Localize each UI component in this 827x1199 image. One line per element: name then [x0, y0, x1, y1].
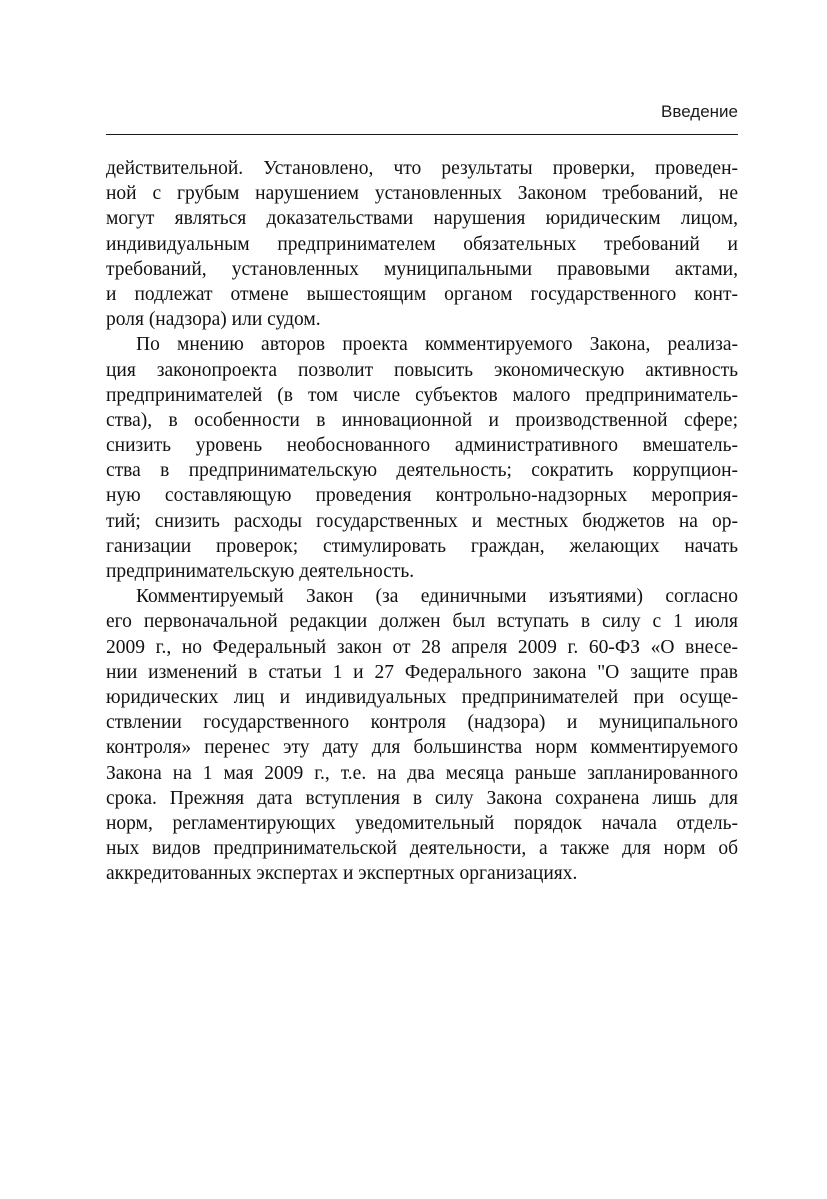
text-line: тий; снизить расходы государственных и местных бюджетов на ор-	[106, 510, 738, 532]
text-line: аккредитованных экспертах и экспертных организациях.	[106, 863, 578, 885]
text-line: Закона на 1 мая 2009 г., т.е. на два месяца раньше запланированного	[106, 762, 738, 784]
text-line: ганизации проверок; стимулировать граждан, желающих начать	[106, 535, 738, 557]
text-line: индивидуальным предпринимателем обязательных требований и	[106, 233, 738, 255]
text-line: Комментируемый Закон (за единичными изъятиями) согласно	[136, 586, 738, 608]
paragraph-3	[106, 584, 738, 886]
text-line: снизить уровень необоснованного административного вмешатель-	[106, 435, 738, 457]
text-line: требований, установленных муниципальными правовыми актами,	[106, 258, 738, 280]
body-text	[106, 156, 738, 886]
text-line: предпринимательскую деятельность.	[106, 561, 415, 582]
text-line: действительной. Установлено, что результаты проверки, проведен-	[106, 158, 738, 179]
header-rule	[106, 134, 738, 135]
text-line: По мнению авторов проекта комментируемого Закона, реализа-	[136, 334, 738, 356]
running-title: Введение	[661, 102, 738, 121]
text-line: ных видов предпринимательской деятельности, а также для норм об	[106, 838, 738, 860]
text-line: его первоначальной редакции должен был вступать в силу с 1 июля	[106, 611, 738, 633]
text-line: 2009 г., но Федеральный закон от 28 апреля 2009 г. 60-ФЗ «О внесе-	[106, 636, 738, 658]
text-line: ную составляющую проведения контрольно-надзорных мероприя-	[106, 485, 738, 507]
text-line: срока. Прежняя дата вступления в силу Закона сохранена лишь для	[106, 787, 738, 809]
text-line: ной с грубым нарушением установленных Законом требований, не	[106, 183, 738, 205]
text-line: нии изменений в статьи 1 и 27 Федерального закона "О защите прав	[106, 661, 738, 683]
text-line: ства), в особенности в инновационной и производственной сфере;	[106, 409, 738, 431]
text-line: ция законопроекта позволит повысить экономическую активность	[106, 359, 738, 381]
text-line: ства в предпринимательскую деятельность; сократить коррупцион-	[106, 460, 738, 482]
paragraph-1	[106, 156, 738, 332]
text-line: контроля» перенес эту дату для большинства норм комментируемого	[106, 737, 738, 759]
text-line: предпринимателей (в том числе субъектов малого предприниматель-	[106, 384, 738, 406]
text-line: ствлении государственного контроля (надзора) и муниципального	[106, 712, 738, 734]
text-line: юридических лиц и индивидуальных предпринимателей при осуще-	[106, 686, 738, 708]
text-line: роля (надзора) или судом.	[106, 309, 321, 331]
paragraph-2	[106, 332, 738, 584]
text-line: норм, регламентирующих уведомительный порядок начала отдель-	[106, 812, 738, 834]
text-line: могут являться доказательствами нарушения юридическим лицом,	[106, 208, 738, 230]
text-line: и подлежат отмене вышестоящим органом государственного конт-	[106, 283, 738, 305]
